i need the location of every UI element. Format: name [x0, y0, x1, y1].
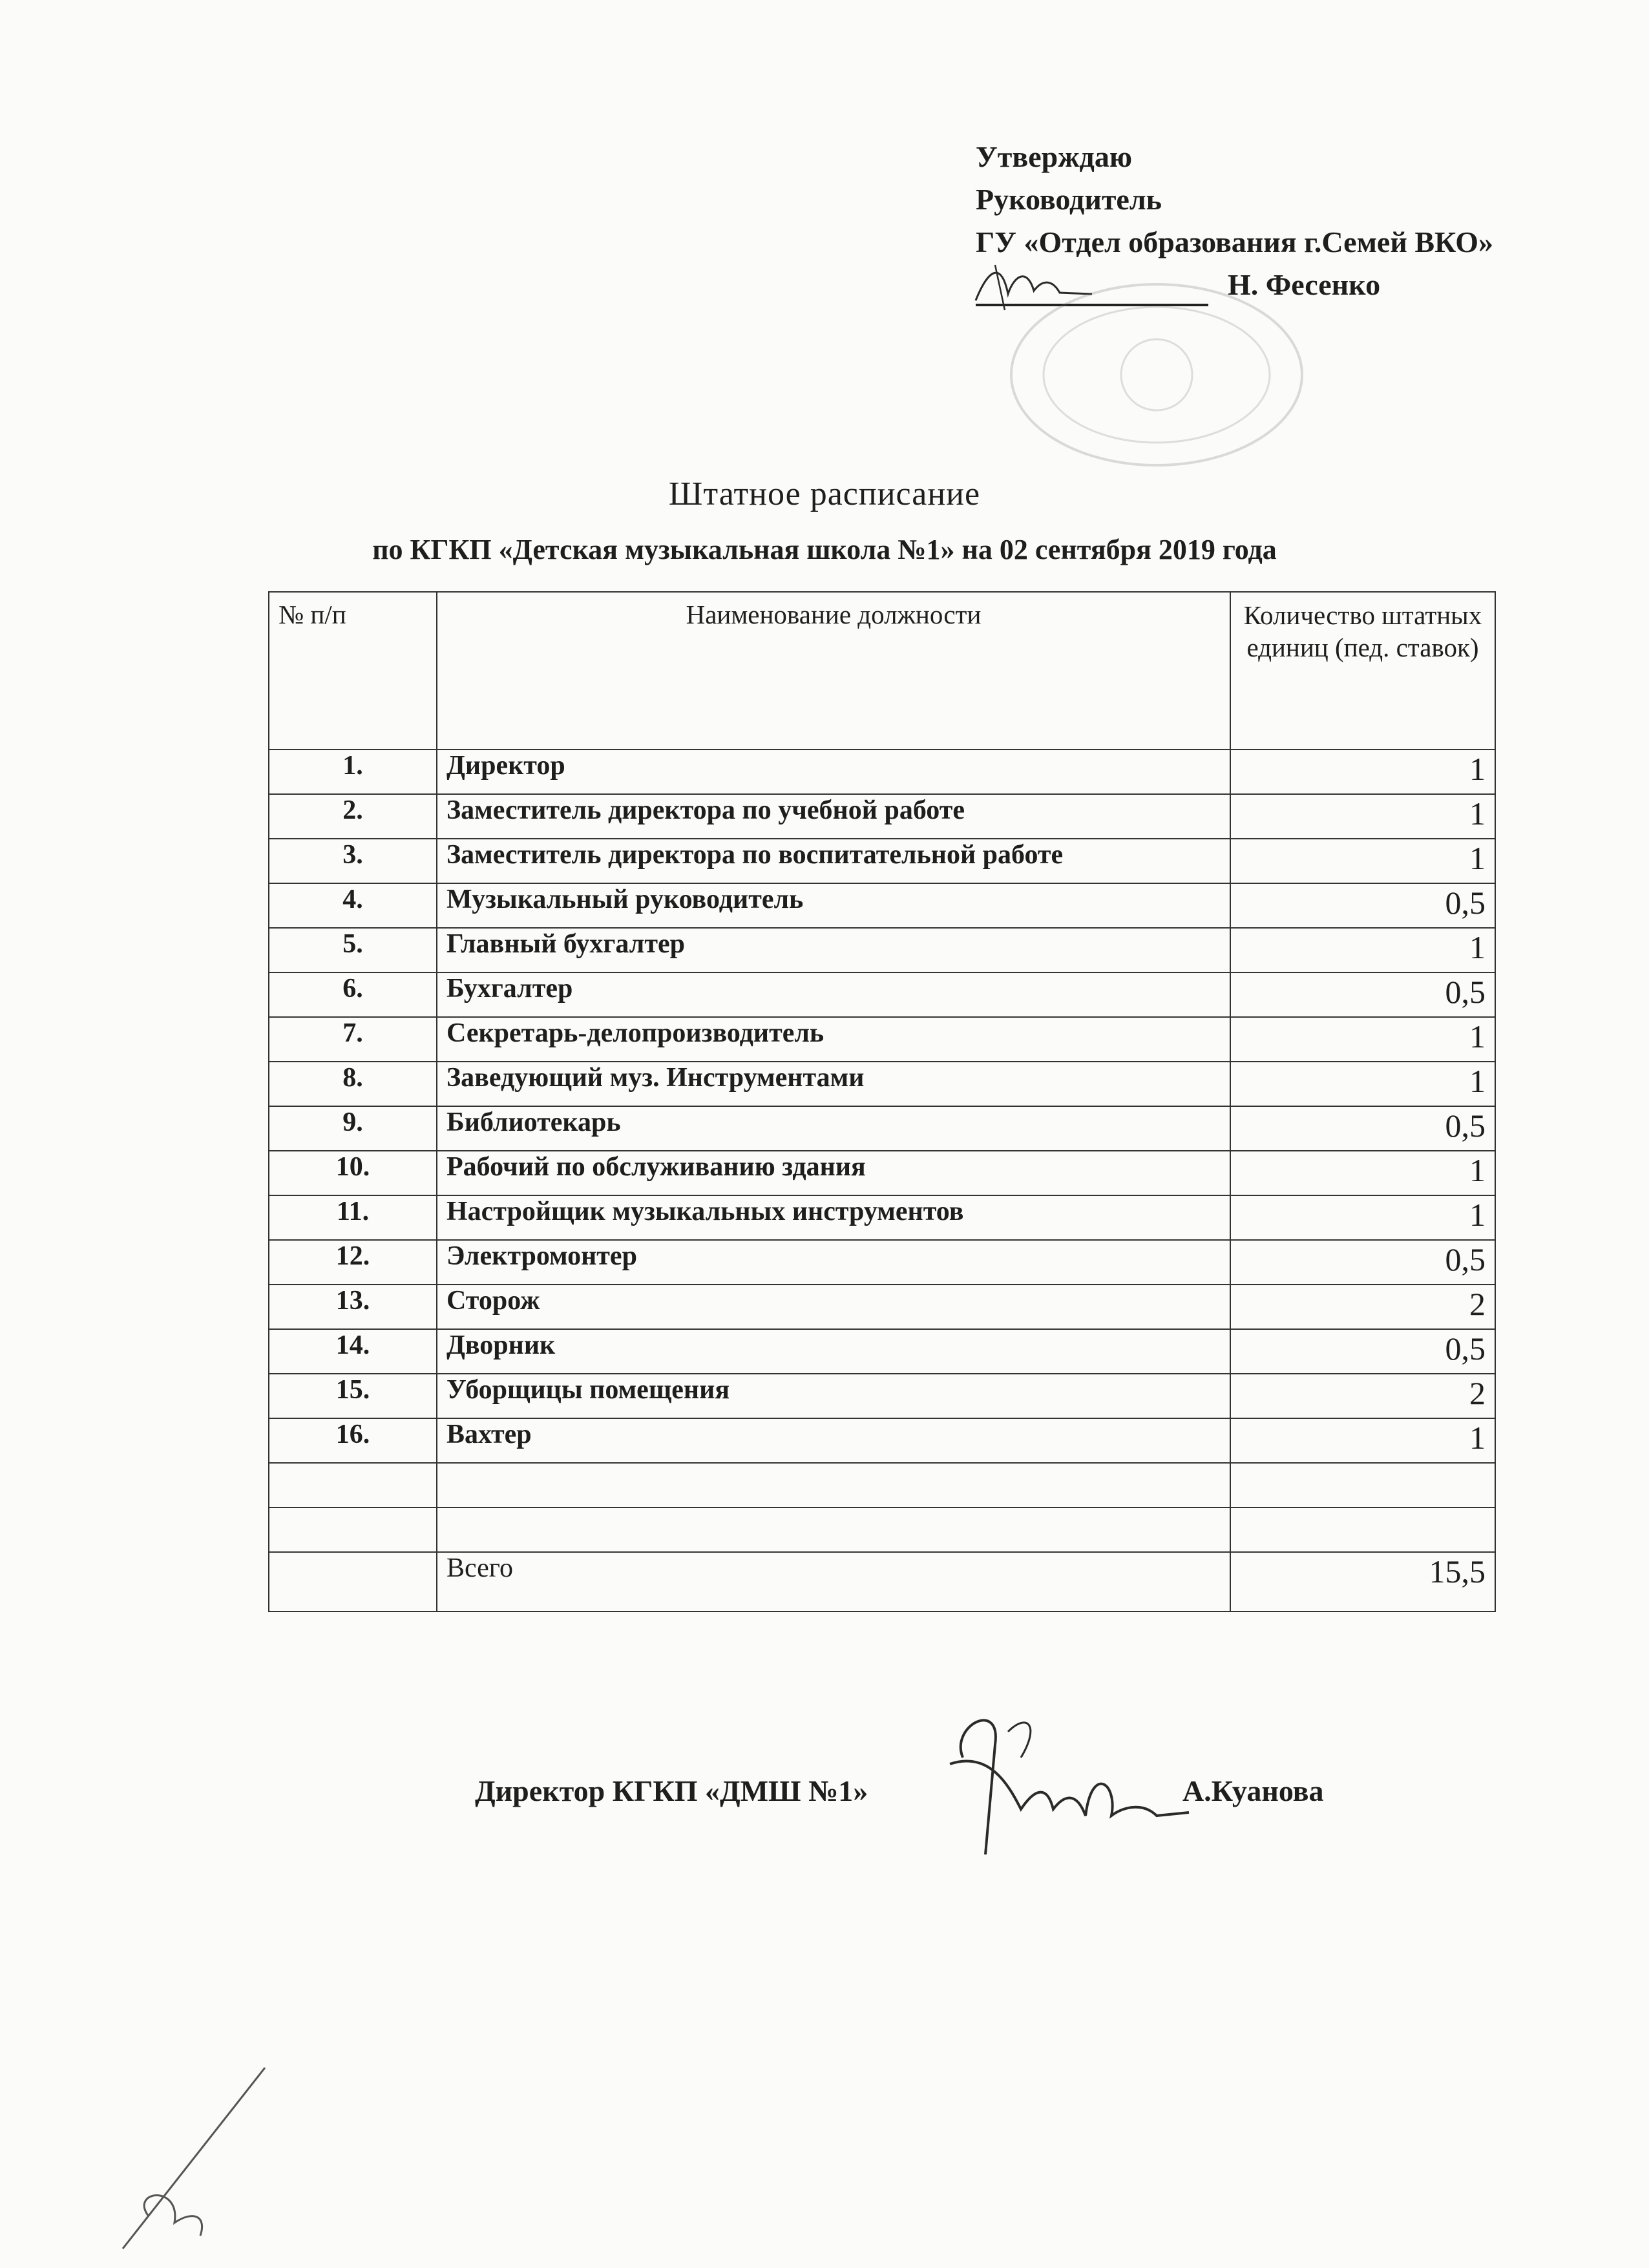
table-row [269, 1329, 1495, 1374]
empty-cell [1230, 1507, 1495, 1552]
empty-cell [269, 1463, 437, 1507]
row-number: 4. [269, 883, 437, 928]
row-quantity: 1 [1230, 928, 1495, 972]
row-position: Настройщик музыкальных инструментов [437, 1195, 1230, 1240]
row-position: Дворник [437, 1329, 1230, 1374]
table-row [269, 1240, 1495, 1285]
row-number: 10. [269, 1151, 437, 1195]
table-header-row [269, 592, 1495, 750]
table-row [269, 794, 1495, 839]
row-quantity: 0,5 [1230, 1329, 1495, 1374]
row-number: 15. [269, 1374, 437, 1418]
row-position: Музыкальный руководитель [437, 883, 1230, 928]
row-number: 9. [269, 1106, 437, 1151]
official-stamp [1005, 278, 1308, 472]
document-subtitle: по КГКП «Детская музыкальная школа №1» на 02 сентября 2019 года [372, 534, 1277, 565]
row-number: 1. [269, 750, 437, 794]
row-quantity: 2 [1230, 1374, 1495, 1418]
empty-cell [437, 1463, 1230, 1507]
empty-cell [269, 1507, 437, 1552]
header-number: № п/п [269, 592, 437, 750]
table-row [269, 1418, 1495, 1463]
row-position: Сторож [437, 1285, 1230, 1329]
staffing-table [268, 591, 1496, 1612]
row-quantity: 0,5 [1230, 1240, 1495, 1285]
row-number: 6. [269, 972, 437, 1017]
table-row-empty [269, 1507, 1495, 1552]
row-number: 11. [269, 1195, 437, 1240]
approval-signatory: Н. Фесенко [1228, 268, 1381, 301]
row-position: Библиотекарь [437, 1106, 1230, 1151]
row-quantity: 1 [1230, 750, 1495, 794]
row-number: 5. [269, 928, 437, 972]
approval-line-position: Руководитель [976, 183, 1162, 216]
row-position: Рабочий по обслуживанию здания [437, 1151, 1230, 1195]
row-position: Директор [437, 750, 1230, 794]
table-row [269, 1017, 1495, 1062]
document-title: Штатное расписание [668, 476, 981, 512]
row-quantity: 2 [1230, 1285, 1495, 1329]
row-quantity: 0,5 [1230, 972, 1495, 1017]
empty-cell [269, 1552, 437, 1612]
table-row [269, 1195, 1495, 1240]
total-quantity: 15,5 [1230, 1552, 1495, 1612]
row-position: Секретарь-делопроизводитель [437, 1017, 1230, 1062]
table-row [269, 1374, 1495, 1418]
row-number: 7. [269, 1017, 437, 1062]
row-number: 12. [269, 1240, 437, 1285]
row-number: 16. [269, 1418, 437, 1463]
row-position: Вахтер [437, 1418, 1230, 1463]
table-row [269, 1062, 1495, 1106]
row-quantity: 1 [1230, 1151, 1495, 1195]
row-position: Уборщицы помещения [437, 1374, 1230, 1418]
row-number: 2. [269, 794, 437, 839]
approval-line-approve: Утверждаю [976, 140, 1132, 173]
row-position: Заместитель директора по учебной работе [437, 794, 1230, 839]
row-quantity: 0,5 [1230, 1106, 1495, 1151]
row-quantity: 1 [1230, 839, 1495, 883]
row-position: Бухгалтер [437, 972, 1230, 1017]
empty-cell [437, 1507, 1230, 1552]
row-quantity: 1 [1230, 1062, 1495, 1106]
approval-line-organization: ГУ «Отдел образования г.Семей ВКО» [976, 226, 1494, 258]
header-position: Наименование должности [437, 592, 1230, 750]
table-row [269, 839, 1495, 883]
row-quantity: 1 [1230, 1195, 1495, 1240]
row-number: 13. [269, 1285, 437, 1329]
director-title: Директор КГКП «ДМШ №1» [475, 1774, 868, 1807]
table-total-row [269, 1552, 1495, 1612]
table-row [269, 1285, 1495, 1329]
table-row [269, 1106, 1495, 1151]
row-number: 14. [269, 1329, 437, 1374]
total-label: Всего [437, 1552, 1230, 1612]
row-position: Главный бухгалтер [437, 928, 1230, 972]
row-number: 8. [269, 1062, 437, 1106]
row-position: Заведующий муз. Инструментами [437, 1062, 1230, 1106]
row-quantity: 1 [1230, 794, 1495, 839]
header-quantity: Количество штатных единиц (пед. ставок) [1230, 592, 1495, 750]
table-row-empty [269, 1463, 1495, 1507]
row-position: Электромонтер [437, 1240, 1230, 1285]
table-row [269, 972, 1495, 1017]
row-quantity: 1 [1230, 1017, 1495, 1062]
row-position: Заместитель директора по воспитательной работе [437, 839, 1230, 883]
margin-initials-mark [110, 2061, 278, 2255]
director-name: А.Куанова [1182, 1774, 1324, 1807]
table-row [269, 1151, 1495, 1195]
table-row [269, 883, 1495, 928]
director-signature [924, 1686, 1195, 1880]
table-row [269, 750, 1495, 794]
table-row [269, 928, 1495, 972]
row-number: 3. [269, 839, 437, 883]
empty-cell [1230, 1463, 1495, 1507]
row-quantity: 1 [1230, 1418, 1495, 1463]
row-quantity: 0,5 [1230, 883, 1495, 928]
